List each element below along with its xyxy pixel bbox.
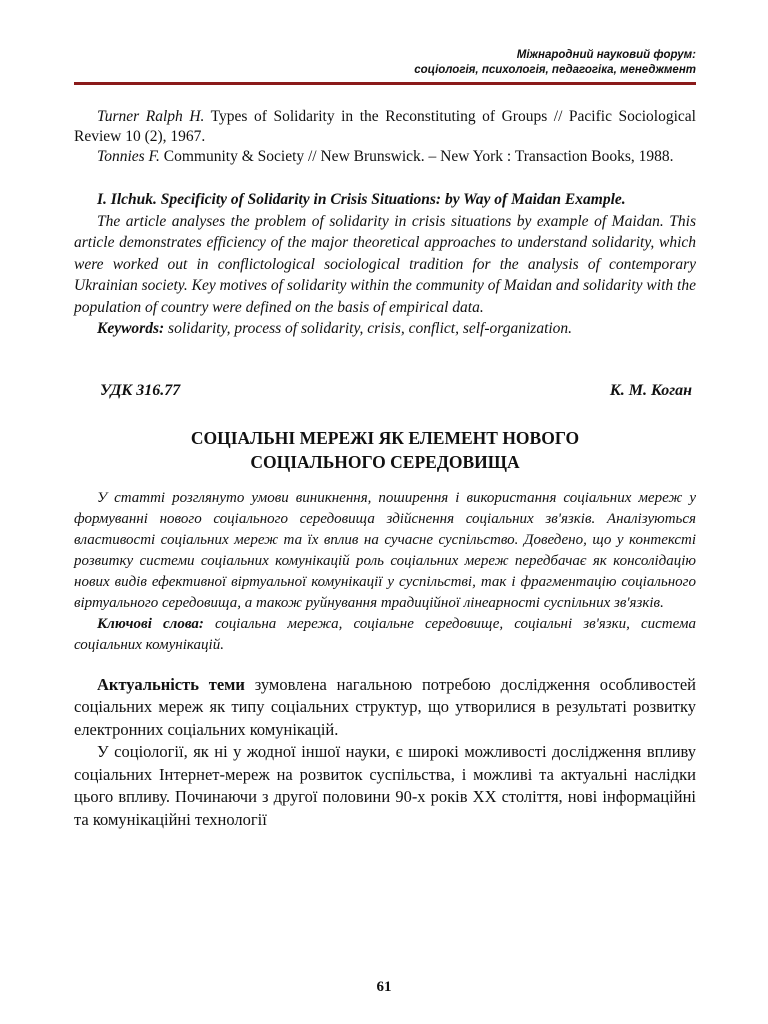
- ukrainian-abstract: [74, 488, 696, 656]
- page-content: [74, 48, 696, 831]
- article-title-line: СОЦІАЛЬНОГО СЕРЕДОВИЩА: [250, 451, 520, 472]
- article-body: [74, 674, 696, 832]
- reference-text: Community & Society // New Brunswick. – New York : Transaction Books, 1988.: [159, 148, 674, 165]
- udk-author-row: [74, 382, 696, 400]
- article-title: [74, 426, 696, 474]
- english-keywords: [74, 318, 696, 340]
- reference-author: Turner Ralph H.: [97, 108, 205, 125]
- article-author: К. М. Коган: [609, 381, 692, 399]
- reference-item: [74, 147, 696, 167]
- english-keywords-text: solidarity, process of solidarity, crisis, conflict, self-organization.: [164, 320, 573, 337]
- reference-text: Types of Solidarity in the Reconstituting of Groups // Pacific Sociological Review 10 (2), 1967.: [74, 108, 696, 145]
- body-paragraph: У соціології, як ні у жодної іншої науки, є широкі можливості дослідження впливу соціальних Інтернет-мереж на розвиток суспільства, і можливі та актуальні наслідки цього впливу. Починаючи з другої половини 90-х років ХХ століття, нові інформаційні та комунікаційні технології: [74, 742, 696, 829]
- header-rule: [74, 82, 696, 85]
- paragraph-text: зумовлена нагальною потребою дослідження особливостей соціальних мереж як типу соціальних структур, що утворилися в результаті розвитку електронних соціальних комунікацій.: [74, 674, 697, 739]
- ukrainian-abstract-body: У статті розглянуто умови виникнення, поширення і використання соціальних мереж у формуванні нового соціального середовища здійснення соціальних зв'язків. Аналізуються властивості соціальних мереж та їх вплив на сучасне суспільство. Доведено, що у контексті розвитку системи соціальних комунікацій роль соціальних мереж передбачає як консолідацію нових видів ефективної віртуальної комунікації у суспільстві, так і фрагментацію соціального віртуального середовища, а також руйнування традиційної лінеарності суспільних зв'язків.: [74, 489, 696, 611]
- running-header: [74, 48, 696, 78]
- ukrainian-keywords: [74, 614, 696, 656]
- body-paragraph: [74, 674, 696, 742]
- ukrainian-keywords-label: Ключові слова:: [97, 615, 204, 632]
- header-forum-topics: соціологія, психологія, педагогіка, менеджмент: [414, 64, 696, 76]
- english-abstract-body: The article analyses the problem of solidarity in crisis situations by example of Maidan. This article demonstrates efficiency of the major theoretical approaches to understand solidarity, which were worked out in conflictological sociological tradition for the analysis of contemporary Ukrainian society. Key motives of solidarity within the community of Maidan and solidarity with the population of country were defined on the basis of empirical data.: [74, 212, 696, 316]
- reference-item: [74, 107, 696, 147]
- ukrainian-keywords-text: соціальна мережа, соціальне середовище, соціальні зв'язки, система соціальних комунікацій.: [74, 615, 696, 653]
- page-number: 61: [376, 979, 392, 995]
- article-title-line: СОЦІАЛЬНІ МЕРЕЖІ ЯК ЕЛЕМЕНТ НОВОГО: [190, 427, 580, 448]
- english-keywords-label: Keywords:: [97, 320, 165, 337]
- english-abstract: [74, 189, 696, 340]
- reference-list: [74, 107, 696, 167]
- header-forum-title: Міжнародний науковий форум:: [516, 49, 696, 61]
- udk-code: УДК 316.77: [100, 381, 181, 399]
- reference-author: Tonnies F.: [97, 148, 160, 165]
- paragraph-lead: Актуальність теми: [97, 674, 245, 694]
- english-abstract-title: I. Ilchuk. Specificity of Solidarity in Crisis Situations: by Way of Maidan Example.: [97, 191, 626, 208]
